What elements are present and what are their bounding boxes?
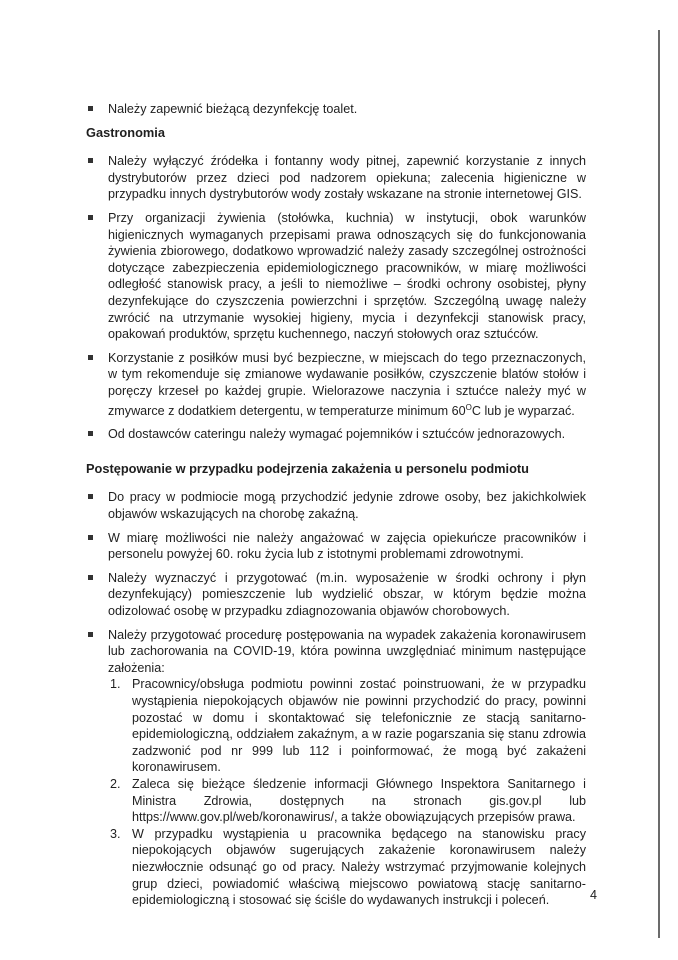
numbered-item-text: Zaleca się bieżące śledzenie informacji Głównego Inspektora Sanitarnego i Ministra Zdrowia, dostępnych na stronach gis.gov.pl lub https://www.gov.pl/web/koronawirus/, a także obowiązujących przepisów prawa. bbox=[132, 776, 586, 825]
bullet-square-icon bbox=[88, 494, 93, 499]
list-item bbox=[86, 627, 586, 909]
numbered-item-text: W przypadku wystąpienia u pracownika będącego na stanowisku pracy niepokojących objawów sugerujących zakażenie koronawirusem należy niezwłocznie odsunąć go od pracy. Należy wstrzymać przyjmowanie kolejnych grup dzieci, powiadomić właściwą miejscowo powiatową stację sanitarno-epidemiologiczną i stosować się ściśle do wydawanych instrukcji i poleceń. bbox=[132, 826, 586, 908]
list-item-text: Od dostawców cateringu należy wymagać pojemników i sztućców jednorazowych. bbox=[108, 427, 566, 442]
bullet-square-icon bbox=[88, 158, 93, 163]
bullet-square-icon bbox=[88, 355, 93, 360]
item-number: 2. bbox=[110, 776, 121, 791]
list-item-text: Należy wyłączyć źródełka i fontanny wody pitnej, zapewnić korzystanie z innych dystrybutorów przez dzieci pod nadzorem opiekuna; zalecenia higieniczne w przypadku innych dystrybutorów wody zostały wskazane na stronie internetowej GIS. bbox=[108, 154, 586, 202]
bullet-square-icon bbox=[88, 106, 93, 111]
list-item bbox=[86, 101, 586, 118]
list-item bbox=[86, 570, 586, 620]
list-item bbox=[86, 530, 586, 563]
list-item-text: Do pracy w podmiocie mogą przychodzić jedynie zdrowe osoby, bez jakichkolwiek objawów wskazujących na chorobę zakaźną. bbox=[108, 490, 586, 522]
numbered-item-text: Pracownicy/obsługa podmiotu powinni zostać poinstruowani, że w przypadku wystąpienia niepokojących objawów nie powinni przychodzić do pracy, powinni pozostać w domu i skontaktować się telefonicznie ze stacją sanitarno-epidemiologiczną, oddziałem zakaźnym, a w razie pogarszania się stanu zdrowia zadzwonić pod nr 999 lub 112 i poinformować, że mogą być zakażeni koronawirusem. bbox=[132, 677, 586, 775]
page-number: 4 bbox=[590, 888, 598, 902]
bullet-square-icon bbox=[88, 431, 93, 436]
gastronomia-list bbox=[86, 153, 586, 443]
procedure-numbered-list bbox=[108, 676, 586, 908]
bullet-square-icon bbox=[88, 215, 93, 220]
list-item-text: Należy wyznaczyć i przygotować (m.in. wyposażenie w środki ochrony i płyn dezynfekujący) pomieszczenie lub wydzielić obszar, w którym będzie można odizolować osobę w przypadku zdiagnozowania objawów chorobowych. bbox=[108, 570, 586, 619]
list-item-text: Korzystanie z posiłków musi być bezpieczne, w miejscach do tego przeznaczonych, w tym rekomenduje się zmianowe wydawanie posiłków, czyszczenie blatów stołów i poręczy krzeseł po każdej grupie. Wielorazowe naczynia i sztućce należy myć w zmywarce z dodatkiem detergentu, w temperaturze minimum 60 bbox=[108, 350, 586, 418]
list-item-text: Należy zapewnić bieżącą dezynfekcję toalet. bbox=[108, 102, 358, 116]
document-page bbox=[86, 101, 586, 916]
list-item bbox=[86, 210, 586, 343]
bullet-square-icon bbox=[88, 632, 93, 637]
list-item-text-end: C lub je wyparzać. bbox=[471, 403, 575, 418]
page-edge-line bbox=[658, 30, 660, 938]
list-item bbox=[86, 350, 586, 420]
item-number: 3. bbox=[110, 826, 121, 841]
bullet-square-icon bbox=[88, 575, 93, 580]
section-heading-gastronomia: Gastronomia bbox=[86, 124, 165, 140]
list-item bbox=[86, 153, 586, 203]
intro-list bbox=[86, 101, 586, 118]
bullet-square-icon bbox=[88, 535, 93, 540]
list-item-text: Przy organizacji żywienia (stołówka, kuchnia) w instytucji, obok warunków higienicznych wymaganych przepisami prawa odnoszących się do funkcjonowania żywienia zbiorowego, dodatkowo wprowadzić należy zasady szczególnej ostrożności dotyczące zabezpieczenia epidemiologicznego pracowników, w miarę możliwości odległość stanowisk pracy, a jeśli to niemożliwe – środki ochrony osobistej, płyny dezynfekujące do czyszczenia powierzchni i sprzętów. Szczególną uwagę należy zwrócić na utrzymanie wysokiej higieny, mycia i dezynfekcji stanowisk pracy, opakowań produktów, sprzętu kuchennego, naczyń stołowych oraz sztućców. bbox=[108, 210, 586, 342]
numbered-item bbox=[108, 776, 586, 826]
item-number: 1. bbox=[110, 677, 121, 692]
list-item-text: W miarę możliwości nie należy angażować w zajęcia opiekuńcze pracowników i personelu powyżej 60. roku życia lub z istotnymi problemami zdrowotnymi. bbox=[108, 530, 586, 562]
section-heading-postepowanie: Postępowanie w przypadku podejrzenia zakażenia u personelu podmiotu bbox=[86, 460, 529, 476]
list-item bbox=[86, 426, 586, 443]
numbered-item bbox=[108, 826, 586, 909]
postepowanie-list bbox=[86, 489, 586, 908]
list-item-text: Należy przygotować procedurę postępowania na wypadek zakażenia koronawirusem lub zachorowania na COVID-19, która powinna uwzględniać minimum następujące założenia: bbox=[108, 627, 586, 675]
numbered-item bbox=[108, 676, 586, 776]
degree-superscript: O bbox=[465, 402, 472, 412]
list-item bbox=[86, 489, 586, 522]
